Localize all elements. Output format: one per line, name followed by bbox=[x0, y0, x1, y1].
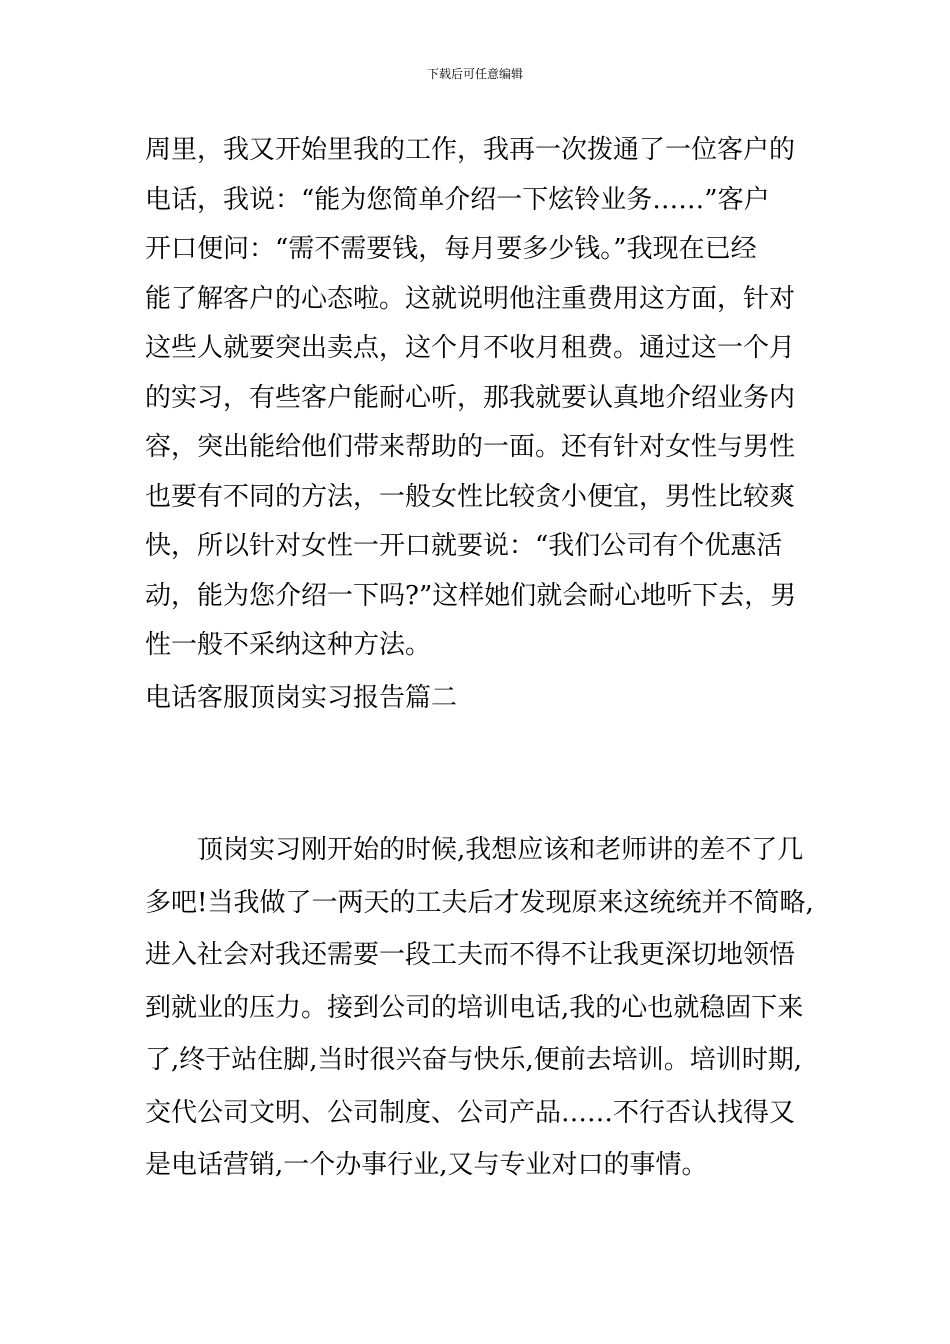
paragraph-line: 到就业的压力。接到公司的培训电话,我的心也就稳固下来 bbox=[145, 992, 804, 1023]
paragraph-line: 顶岗实习刚开始的时候,我想应该和老师讲的差不了几 bbox=[145, 835, 804, 865]
paragraph-line: 电话，我说：“能为您简单介绍一下炫铃业务……”客户 bbox=[145, 184, 770, 215]
header-note: 下载后可任意编辑 bbox=[426, 67, 523, 81]
paragraph-line: 了,终于站住脚,当时很兴奋与快乐,便前去培训。培训时期, bbox=[145, 1045, 803, 1075]
paragraph-line: 这些人就要突出卖点，这个月不收月租费。通过这一个月 bbox=[145, 333, 796, 363]
section-heading: 电话客服顶岗实习报告篇二 bbox=[145, 683, 458, 713]
paragraph-1 bbox=[145, 126, 810, 671]
paragraph-line: 性一般不采纳这种方法。 bbox=[145, 630, 432, 660]
paragraph-line: 容，突出能给他们带来帮助的一面。还有针对女性与男性 bbox=[145, 432, 796, 462]
paragraph-2 bbox=[145, 824, 814, 1192]
paragraph-line: 是电话营销,一个办事行业,又与专业对口的事情。 bbox=[145, 1150, 708, 1180]
paragraph-line: 开口便问：“需不需要钱，每月要多少钱。”我现在已经 bbox=[145, 234, 757, 264]
paragraph-line: 进入社会对我还需要一段工夫而不得不让我更深切地领悟 bbox=[145, 940, 796, 970]
paragraph-line: 快，所以针对女性一开口就要说：“我们公司有个优惠活 bbox=[145, 531, 783, 561]
paragraph-line: 也要有不同的方法，一般女性比较贪小便宜，男性比较爽 bbox=[145, 481, 796, 512]
paragraph-line: 动，能为您介绍一下吗?”这样她们就会耐心地听下去，男 bbox=[145, 580, 797, 611]
paragraph-line: 周里，我又开始里我的工作，我再一次拨通了一位客户的 bbox=[145, 135, 796, 165]
paragraph-line: 的实习，有些客户能耐心听，那我就要认真地介绍业务内 bbox=[145, 382, 796, 413]
paragraph-line: 交代公司文明、公司制度、公司产品……不行否认找得又 bbox=[145, 1097, 796, 1128]
paragraph-line: 能了解客户的心态啦。这就说明他注重费用这方面，针对 bbox=[145, 283, 796, 314]
paragraph-line: 多吧!当我做了一两天的工夫后才发现原来这统统并不简略, bbox=[145, 887, 814, 918]
